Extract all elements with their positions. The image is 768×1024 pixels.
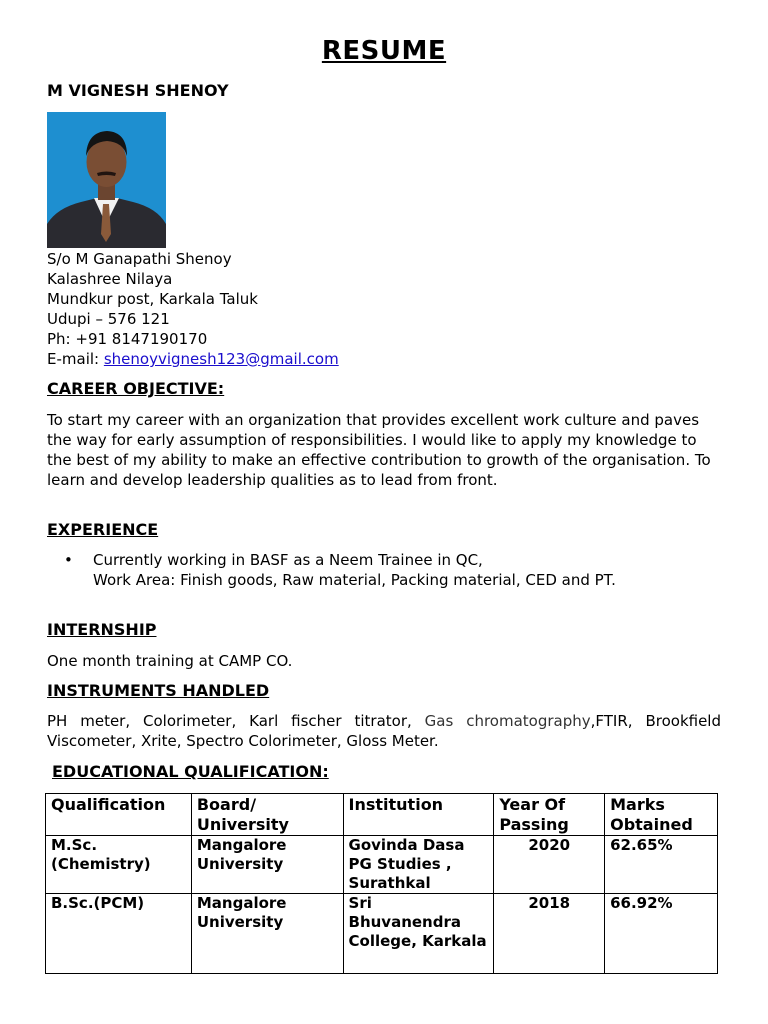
column-header: Year Of Passing [494, 794, 605, 836]
table-cell: Mangalore University [191, 836, 343, 894]
career-objective-text: To start my career with an organization that provides excellent work culture and paves the way for early assumption of responsibilities. I would like to apply my knowledge to the best of my ability to make an effective contribution to growth of the organisation. To learn and develop leadership qualities as to lead from front. [47, 411, 711, 489]
instruments-text-gc: Gas chromatography [424, 712, 591, 730]
education-heading: EDUCATIONAL QUALIFICATION: [52, 762, 329, 781]
instruments-text [47, 711, 721, 751]
email-link[interactable]: shenoyvignesh123@gmail.com [103, 350, 339, 368]
experience-heading: EXPERIENCE [47, 520, 159, 539]
table-row [46, 894, 718, 974]
table-cell: Sri Bhuvanendra College, Karkala [343, 894, 494, 974]
address-line: Kalashree Nilaya [47, 270, 173, 288]
experience-line: Currently working in BASF as a Neem Trainee in QC, [93, 551, 483, 569]
email-label: E-mail: [47, 350, 104, 368]
column-header: Marks Obtained [605, 794, 718, 836]
table-cell: B.Sc.(PCM) [46, 894, 192, 974]
instruments-heading: INSTRUMENTS HANDLED [47, 681, 270, 700]
column-header: Qualification [46, 794, 192, 836]
address-line: Mundkur post, Karkala Taluk [47, 290, 258, 308]
address-line: Udupi – 576 121 [47, 310, 170, 328]
column-header: Board/ University [191, 794, 343, 836]
instruments-text-main: PH meter, Colorimeter, Karl fischer titrator, [47, 712, 425, 730]
instruments-text-rest: ,FTIR, Brookfield Viscometer, Xrite, Spectro Colorimeter, Gloss Meter. [47, 712, 721, 750]
table-cell: Mangalore University [191, 894, 343, 974]
internship-heading: INTERNSHIP [47, 620, 157, 639]
email-row [47, 349, 339, 369]
person-photo-icon [47, 112, 166, 248]
contact-address [47, 249, 339, 369]
phone-number: Ph: +91 8147190170 [47, 330, 208, 348]
table-cell: Govinda Dasa PG Studies , Surathkal [343, 836, 494, 894]
experience-line: Work Area: Finish goods, Raw material, Packing material, CED and PT. [93, 571, 616, 589]
table-row [46, 836, 718, 894]
internship-text: One month training at CAMP CO. [47, 652, 293, 670]
table-cell: M.Sc. (Chemistry) [46, 836, 192, 894]
table-cell: 62.65% [605, 836, 718, 894]
address-line: S/o M Ganapathi Shenoy [47, 250, 232, 268]
column-header: Institution [343, 794, 494, 836]
table-cell: 2020 [494, 836, 605, 894]
education-table [45, 793, 718, 974]
profile-photo [47, 112, 166, 248]
table-cell: 66.92% [605, 894, 718, 974]
table-cell: 2018 [494, 894, 605, 974]
candidate-name: M VIGNESH SHENOY [47, 81, 229, 100]
career-objective-heading: CAREER OBJECTIVE: [47, 379, 225, 398]
page-title: RESUME [321, 36, 447, 66]
bullet-icon: • [64, 551, 73, 569]
table-header-row [46, 794, 718, 836]
